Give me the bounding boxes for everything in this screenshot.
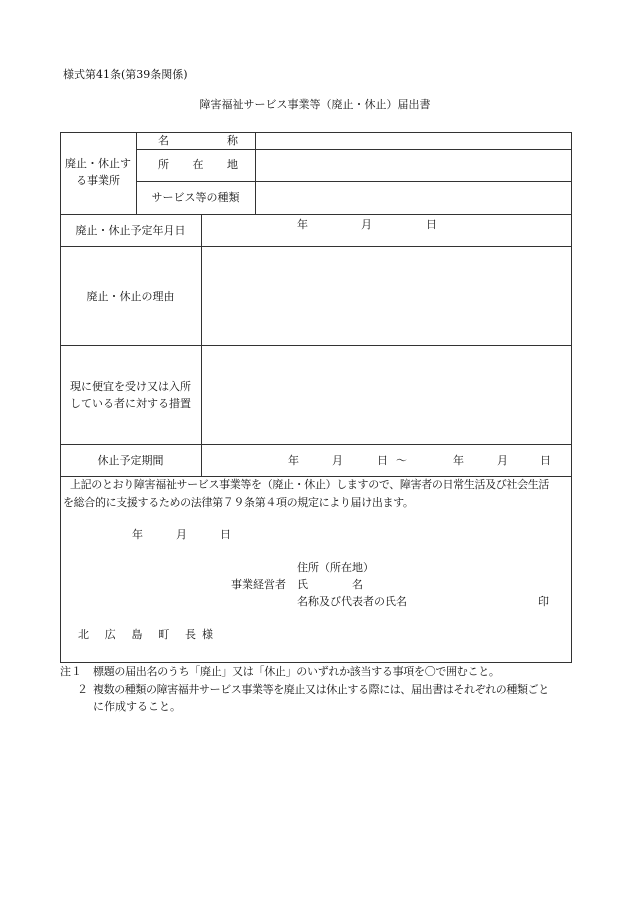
row-divider bbox=[60, 246, 572, 247]
service-type-label: サービス等の種類 bbox=[151, 191, 240, 204]
reason-field[interactable] bbox=[203, 248, 570, 344]
planned-date-month-unit: 月 bbox=[361, 218, 372, 231]
note-2-text-line-1: 複数の種類の障害福井サービス事業等を廃止又は休止する際には、届出書はそれぞれの種類ごと bbox=[93, 683, 549, 696]
declaration-month-unit: 月 bbox=[176, 528, 187, 541]
note-2-mark: ２ bbox=[77, 683, 88, 696]
column-divider bbox=[255, 132, 256, 215]
period-end-month-unit: 月 bbox=[497, 454, 508, 467]
address-label-char-2: 在 bbox=[192, 158, 204, 171]
representative-label: 名称及び代表者の氏名 bbox=[297, 595, 407, 608]
addressee-char-1: 北 bbox=[78, 628, 89, 641]
row-divider bbox=[60, 476, 572, 477]
period-end-year-unit: 年 bbox=[453, 454, 464, 467]
addressee-honorific: 様 bbox=[202, 628, 213, 641]
note-1-mark: 注１ bbox=[60, 665, 82, 678]
period-start-day-unit: 日 bbox=[377, 454, 388, 467]
applicant-address-label: 住所（所在地） bbox=[297, 561, 374, 574]
row-divider bbox=[136, 149, 572, 150]
planned-date-label: 廃止・休止予定年月日 bbox=[75, 224, 186, 237]
form-number: 様式第41条(第39条関係) bbox=[63, 68, 188, 81]
addressee bbox=[78, 628, 196, 642]
addressee-char-2: 広 bbox=[104, 628, 116, 641]
facility-group-label-line1: 廃止・休止す bbox=[65, 157, 131, 170]
row-divider bbox=[60, 345, 572, 346]
facility-address-field[interactable] bbox=[257, 151, 570, 180]
name-label-char-1: 名 bbox=[158, 134, 169, 147]
applicant-name-label-char-1: 氏 bbox=[297, 578, 308, 591]
addressee-char-5: 長 bbox=[185, 628, 196, 641]
name-label-char-2: 称 bbox=[227, 134, 238, 147]
declaration-year-unit: 年 bbox=[132, 528, 143, 541]
period-start-year-unit: 年 bbox=[288, 454, 299, 467]
period-start-month-unit: 月 bbox=[332, 454, 343, 467]
row-divider bbox=[60, 444, 572, 445]
planned-date-day-unit: 日 bbox=[426, 218, 437, 231]
suspension-period-label: 休止予定期間 bbox=[97, 454, 164, 467]
facility-name-field[interactable] bbox=[257, 134, 570, 148]
column-divider bbox=[201, 214, 202, 477]
address-label-char-3: 地 bbox=[227, 158, 238, 171]
document-title: 障害福祉サービス事業等（廃止・休止）届出書 bbox=[199, 98, 431, 111]
facility-group-label bbox=[60, 155, 136, 189]
address-label-char-1: 所 bbox=[158, 158, 169, 171]
note-1-text: 標題の届出名のうち「廃止」又は「休止」のいずれか該当する事項を〇で囲むこと。 bbox=[93, 665, 500, 678]
name-label bbox=[158, 134, 238, 148]
period-range-tilde: ～ bbox=[396, 454, 407, 467]
declaration-line-1: 上記のとおり障害福祉サービス事業等を（廃止・休止）しますので、障害者の日常生活及び社会生活 bbox=[70, 478, 550, 491]
addressee-char-4: 町 bbox=[158, 628, 170, 641]
declaration-date[interactable] bbox=[130, 528, 240, 542]
measures-label-line2: している者に対する措置 bbox=[70, 397, 191, 410]
period-end-day-unit: 日 bbox=[540, 454, 551, 467]
suspension-period-field[interactable] bbox=[203, 446, 570, 475]
declaration-line-2: を総合的に支援するための法律第７９条第４項の規定により届け出ます。 bbox=[63, 496, 414, 509]
addressee-char-3: 島 bbox=[131, 628, 143, 641]
measures-field[interactable] bbox=[203, 347, 570, 443]
planned-date-field[interactable] bbox=[203, 216, 570, 245]
facility-group-label-line2: る事業所 bbox=[76, 174, 120, 187]
applicant-name-label-char-2: 名 bbox=[352, 578, 363, 591]
operator-label: 事業経営者 bbox=[231, 578, 286, 591]
row-divider bbox=[136, 181, 572, 182]
reason-label: 廃止・休止の理由 bbox=[86, 290, 175, 303]
table-border-right bbox=[571, 132, 572, 663]
seal-mark: 印 bbox=[538, 595, 549, 608]
planned-date-year-unit: 年 bbox=[297, 218, 308, 231]
note-2-text-line-2: に作成すること。 bbox=[93, 700, 181, 713]
measures-label-line1: 現に便宜を受け又は入所 bbox=[70, 380, 191, 393]
declaration-day-unit: 日 bbox=[220, 528, 231, 541]
table-border-bottom bbox=[60, 662, 572, 663]
service-type-field[interactable] bbox=[257, 183, 570, 213]
measures-label bbox=[60, 378, 201, 412]
address-label bbox=[158, 158, 238, 172]
